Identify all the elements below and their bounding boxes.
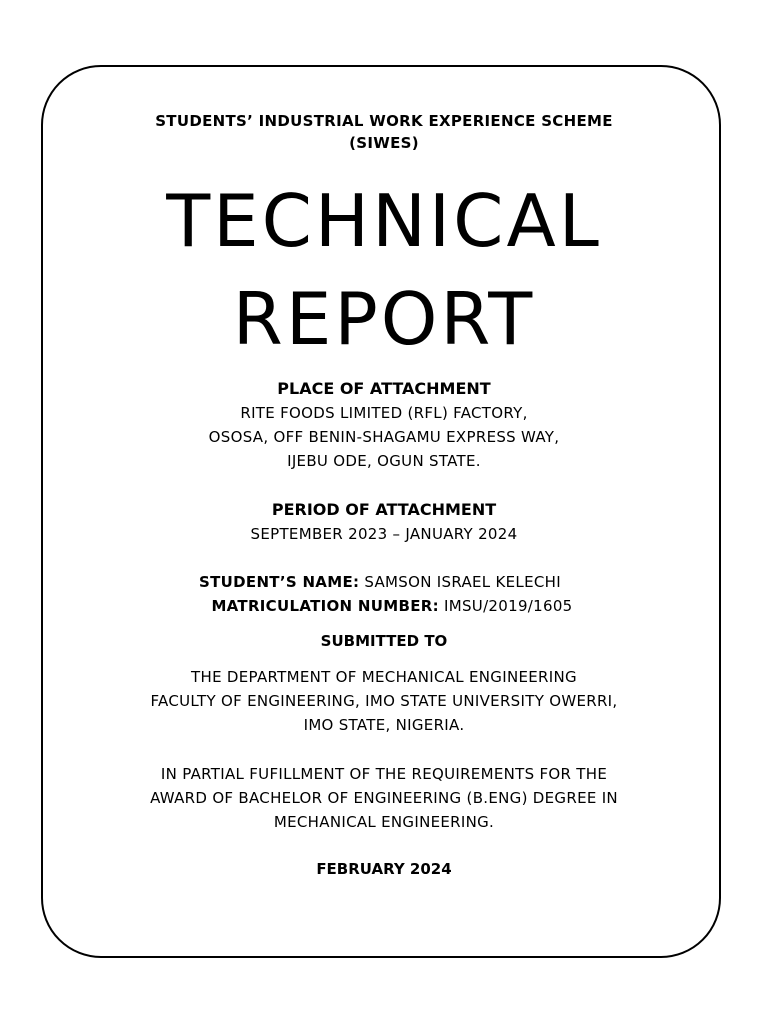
student-name-label: STUDENT’S NAME: bbox=[199, 573, 360, 591]
matric-number-line bbox=[8, 597, 768, 615]
fulfillment-line-3: MECHANICAL ENGINEERING. bbox=[273, 813, 495, 831]
student-name-line bbox=[0, 573, 764, 591]
matric-number-label: MATRICULATION NUMBER: bbox=[211, 597, 439, 615]
fulfillment-line-1: IN PARTIAL FUFILLMENT OF THE REQUIREMENTS FOR THE bbox=[160, 765, 608, 783]
submitted-line-1: THE DEPARTMENT OF MECHANICAL ENGINEERING bbox=[191, 668, 577, 686]
period-of-attachment-heading: PERIOD OF ATTACHMENT bbox=[271, 500, 497, 519]
fulfillment-line-2: AWARD OF BACHELOR OF ENGINEERING (B.ENG) DEGREE IN bbox=[150, 789, 618, 807]
place-of-attachment-heading: PLACE OF ATTACHMENT bbox=[277, 379, 491, 398]
scheme-title-line-1: STUDENTS’ INDUSTRIAL WORK EXPERIENCE SCHEME bbox=[155, 112, 613, 130]
submitted-line-2: FACULTY OF ENGINEERING, IMO STATE UNIVERSITY OWERRI, bbox=[150, 692, 618, 710]
submitted-line-3: IMO STATE, NIGERIA. bbox=[303, 716, 465, 734]
place-line-1: RITE FOODS LIMITED (RFL) FACTORY, bbox=[240, 404, 528, 422]
report-title-line-2: REPORT bbox=[232, 277, 536, 361]
place-line-2: OSOSA, OFF BENIN-SHAGAMU EXPRESS WAY, bbox=[208, 428, 560, 446]
period-value: SEPTEMBER 2023 – JANUARY 2024 bbox=[250, 525, 518, 543]
place-line-3: IJEBU ODE, OGUN STATE. bbox=[287, 452, 481, 470]
submission-date: FEBRUARY 2024 bbox=[316, 860, 452, 878]
student-name-value: SAMSON ISRAEL KELECHI bbox=[364, 573, 561, 591]
report-title-line-1: TECHNICAL bbox=[166, 179, 602, 263]
scheme-title-line-2: (SIWES) bbox=[349, 134, 419, 152]
matric-number-value: IMSU/2019/1605 bbox=[444, 597, 573, 615]
submitted-to-heading: SUBMITTED TO bbox=[320, 632, 448, 650]
